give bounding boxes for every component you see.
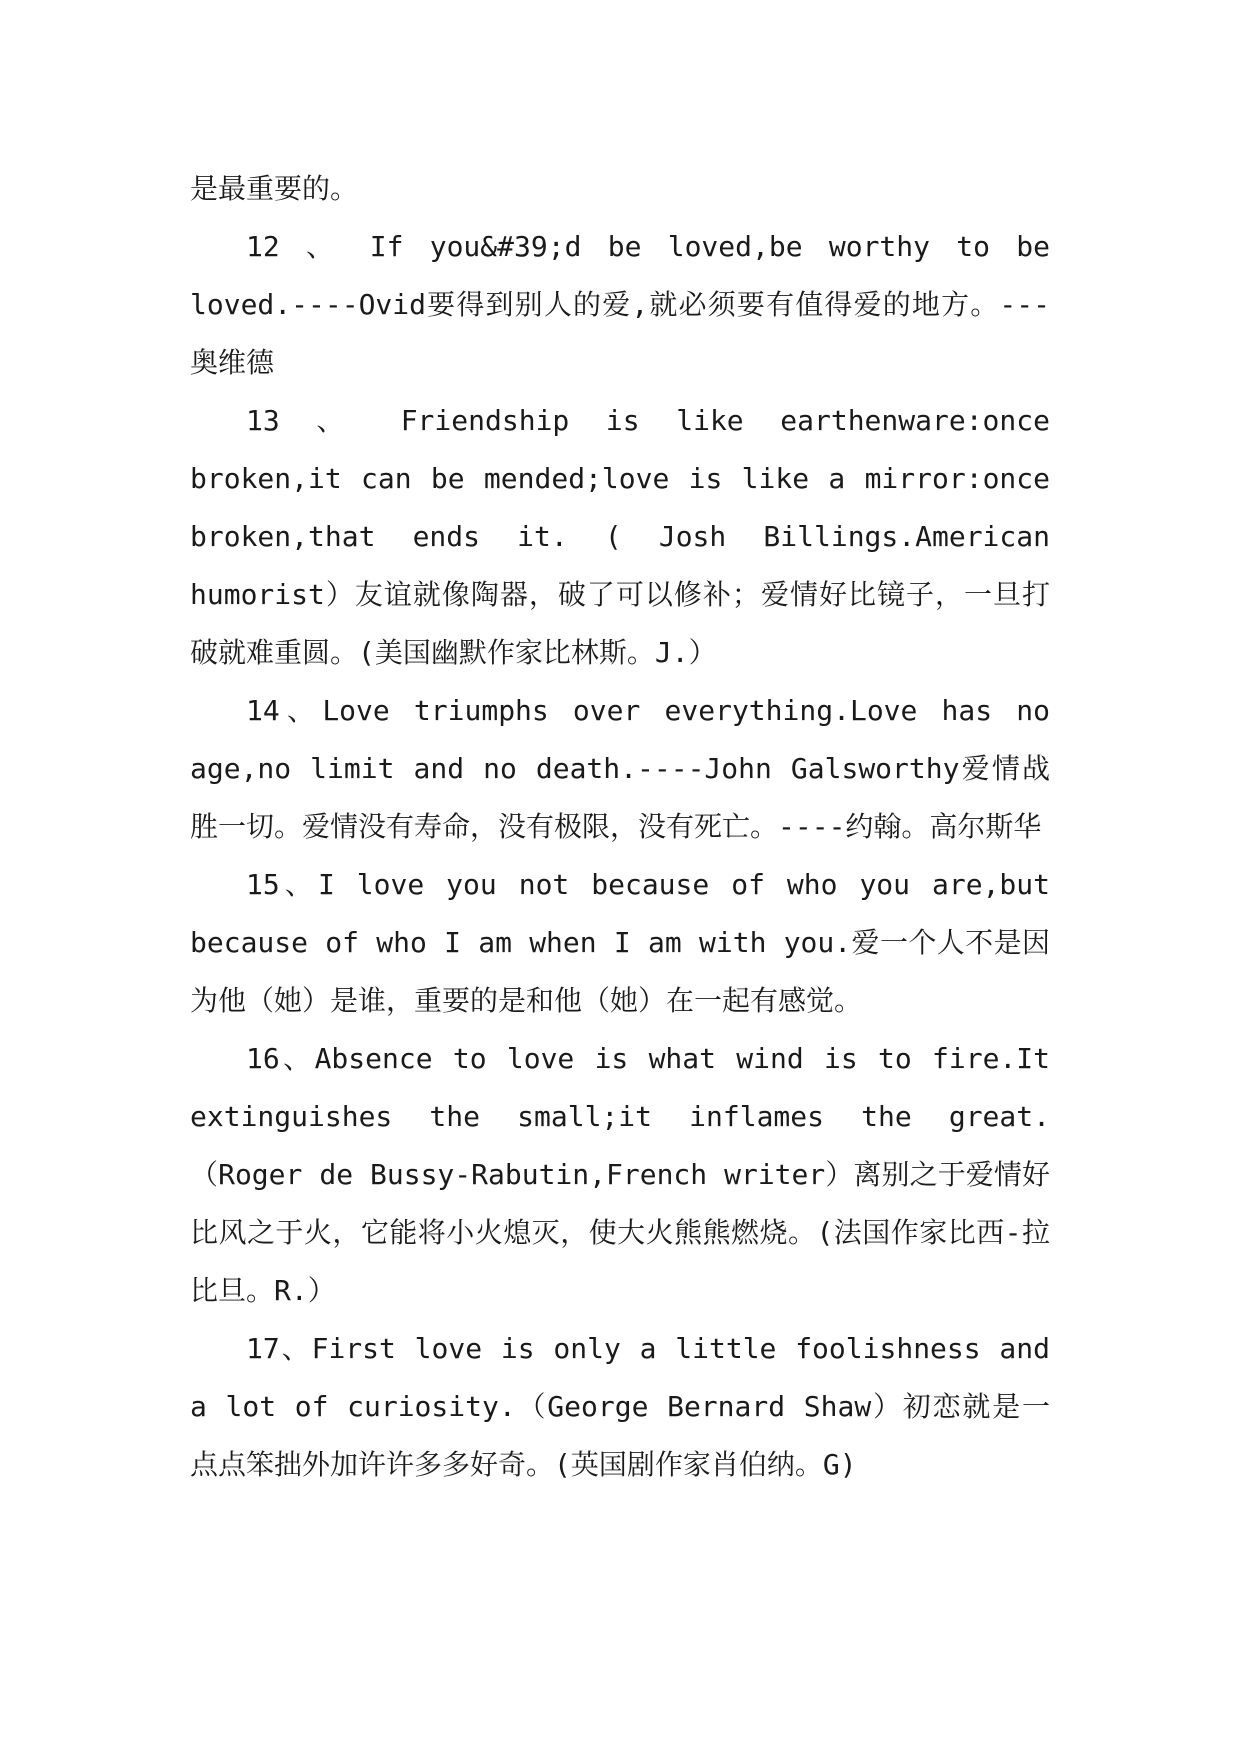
quote-paragraph-17: 17、First love is only a little foolishness and a lot of curiosity.（George Bernard Shaw）初恋就是一点点笨拙外加许许多多好奇。(英国剧作家肖伯纳。G) xyxy=(190,1332,1050,1481)
quote-paragraph-15: 15、I love you not because of who you are,but because of who I am when I am with you.爱一个人不是因为他（她）是谁，重要的是和他（她）在一起有感觉。 xyxy=(190,868,1050,1017)
quote-paragraph-16: 16、Absence to love is what wind is to fire.It extinguishes the small;it inflames the great.（Roger de Bussy-Rabutin,French writer）离别之于爱情好比风之于火，它能将小火熄灭，使大火熊熊燃烧。(法国作家比西-拉比旦。R.） xyxy=(190,1042,1050,1307)
paragraph-continuation: 是最重要的。 xyxy=(190,172,359,205)
document-body xyxy=(190,160,1050,1494)
quote-paragraph-13: 13 、 Friendship is like earthenware:once broken,it can be mended;love is like a mirror:once broken,that ends it. ( Josh Billings.American humorist）友谊就像陶器，破了可以修补；爱情好比镜子，一旦打破就难重圆。(美国幽默作家比林斯。J.） xyxy=(190,404,1050,669)
quote-paragraph-12: 12 、 If you&#39;d be loved,be worthy to be loved.----Ovid要得到别人的爱,就必须要有值得爱的地方。---奥维德 xyxy=(190,230,1050,379)
quote-paragraph-14: 14、Love triumphs over everything.Love has no age,no limit and no death.----John Galsworthy爱情战胜一切。爱情没有寿命，没有极限，没有死亡。----约翰。高尔斯华 xyxy=(190,694,1050,843)
